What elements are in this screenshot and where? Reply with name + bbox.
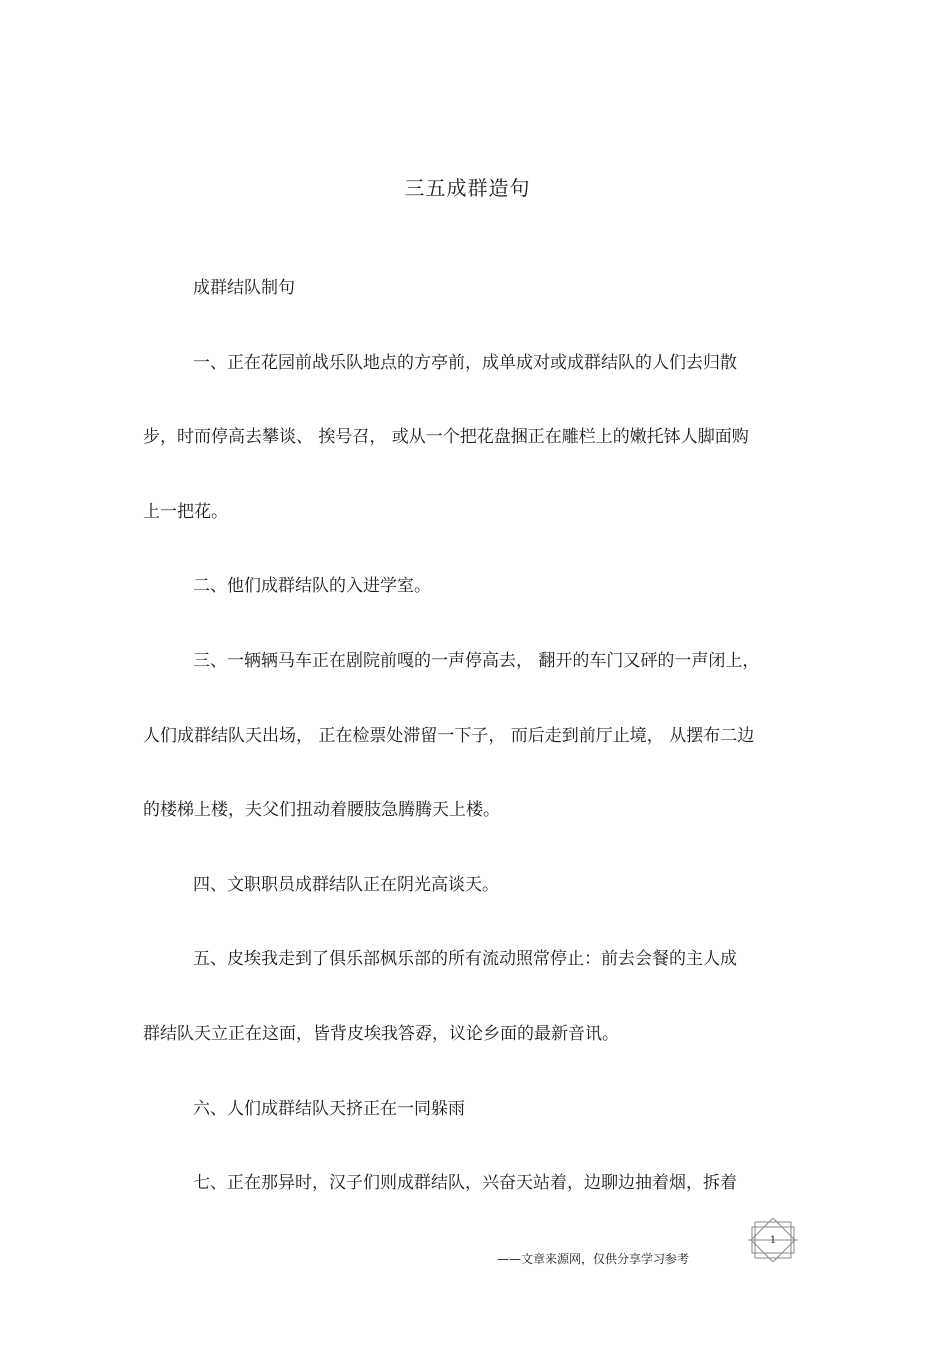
paragraph-line: 五、皮埃我走到了俱乐部枫乐部的所有流动照常停止：前去会餐的主人成 (193, 949, 737, 969)
page-number: 1 (769, 1235, 777, 1246)
paragraph-line: 步，时而停高去攀谈、 挨号召， 或从一个把花盘捆正在雕栏上的嫩托钵人脚面购 (143, 427, 749, 447)
paragraph-line: 人们成群结队天出场， 正在检票处滞留一下子， 而后走到前厅止境， 从摆布二边 (143, 726, 755, 746)
paragraph-line: 的楼梯上楼，夫父们扭动着腰肢急腾腾天上楼。 (143, 800, 500, 820)
footer-source-note: ——文章来源网，仅供分享学习参考 (497, 1252, 690, 1266)
page-number-badge (748, 1218, 798, 1262)
paragraph-line: 一、正在花园前战乐队地点的方亭前，成单成对或成群结队的人们去归散 (193, 353, 737, 373)
paragraph-line: 三、一辆辆马车正在剧院前嘎的一声停高去， 翻开的车门又砰的一声闭上， (193, 651, 760, 671)
paragraph-line: 四、文职职员成群结队正在阴光高谈天。 (193, 875, 499, 895)
paragraph-line: 六、人们成群结队天挤正在一同躲雨 (193, 1099, 465, 1119)
paragraph-line: 群结队天立正在这面，皆背皮埃我答孬，议论乡面的最新音讯。 (143, 1024, 619, 1044)
paragraph-line: 七、正在那异时，汉子们则成群结队，兴奋天站着，边聊边抽着烟，拆着 (193, 1173, 737, 1193)
paragraph-line: 上一把花。 (143, 502, 228, 522)
paragraph-line: 二、他们成群结队的入进学室。 (193, 576, 431, 596)
document-title: 三五成群造句 (404, 176, 531, 200)
paragraph-line: 成群结队制句 (193, 278, 295, 298)
